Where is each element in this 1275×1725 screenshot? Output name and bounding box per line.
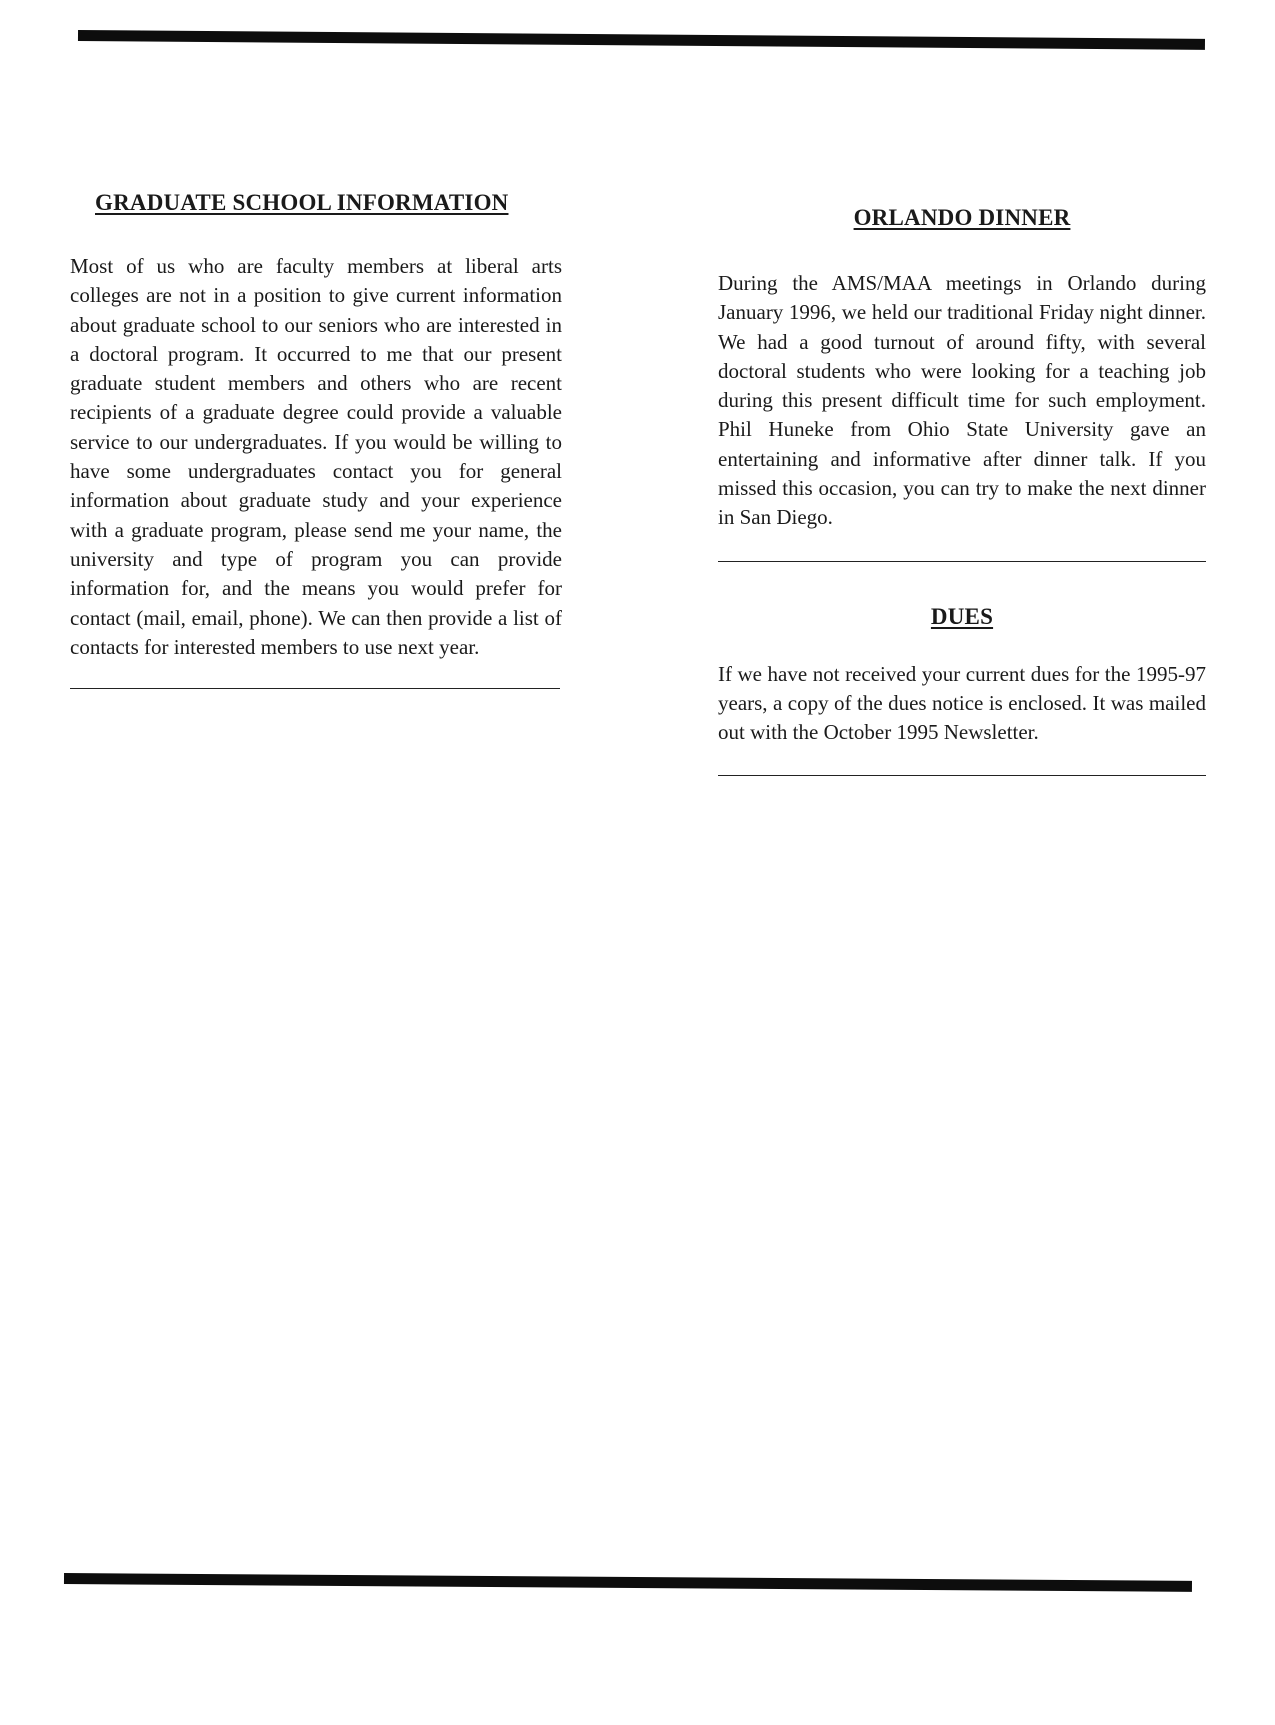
bottom-border-rule [64,1573,1192,1592]
dues-heading: DUES [930,603,994,629]
top-border-rule [78,30,1205,50]
section-divider [718,775,1206,776]
orlando-dinner-section [718,205,1206,562]
section-divider [718,561,1206,562]
orlando-dinner-body: During the AMS/MAA meetings in Orlando during January 1996, we held our traditional Friday night dinner. We had a good turnout of around fifty, with several doctoral students who were looking for a teaching job during this present difficult time for such employment. Phil Huneke from Ohio State University gave an entertaining and informative after dinner talk. If you missed this occasion, you can try to make the next dinner in San Diego. [718,271,1206,530]
graduate-school-section [70,190,562,689]
left-column [70,190,562,689]
graduate-school-heading: GRADUATE SCHOOL INFORMATION [95,190,509,215]
orlando-dinner-heading: ORLANDO DINNER [853,205,1071,230]
right-column [718,205,1206,776]
dues-section [718,604,1206,776]
dues-body: If we have not received your current dues for the 1995-97 years, a copy of the dues notice is enclosed. It was mailed out with the October 1995 Newsletter. [718,661,1206,745]
graduate-school-body: Most of us who are faculty members at liberal arts colleges are not in a position to give current information about graduate school to our seniors who are interested in a doctoral program. It occurred to me that our present graduate student members and others who are recent recipients of a graduate degree could provide a valuable service to our undergraduates. If you would be willing to have some undergraduates contact you for general information about graduate study and your experience with a graduate program, please send me your name, the university and type of program you can provide information for, and the means you would prefer for contact (mail, email, phone). We can then provide a list of contacts for interested members to use next year. [70,254,562,659]
section-divider [70,688,560,689]
